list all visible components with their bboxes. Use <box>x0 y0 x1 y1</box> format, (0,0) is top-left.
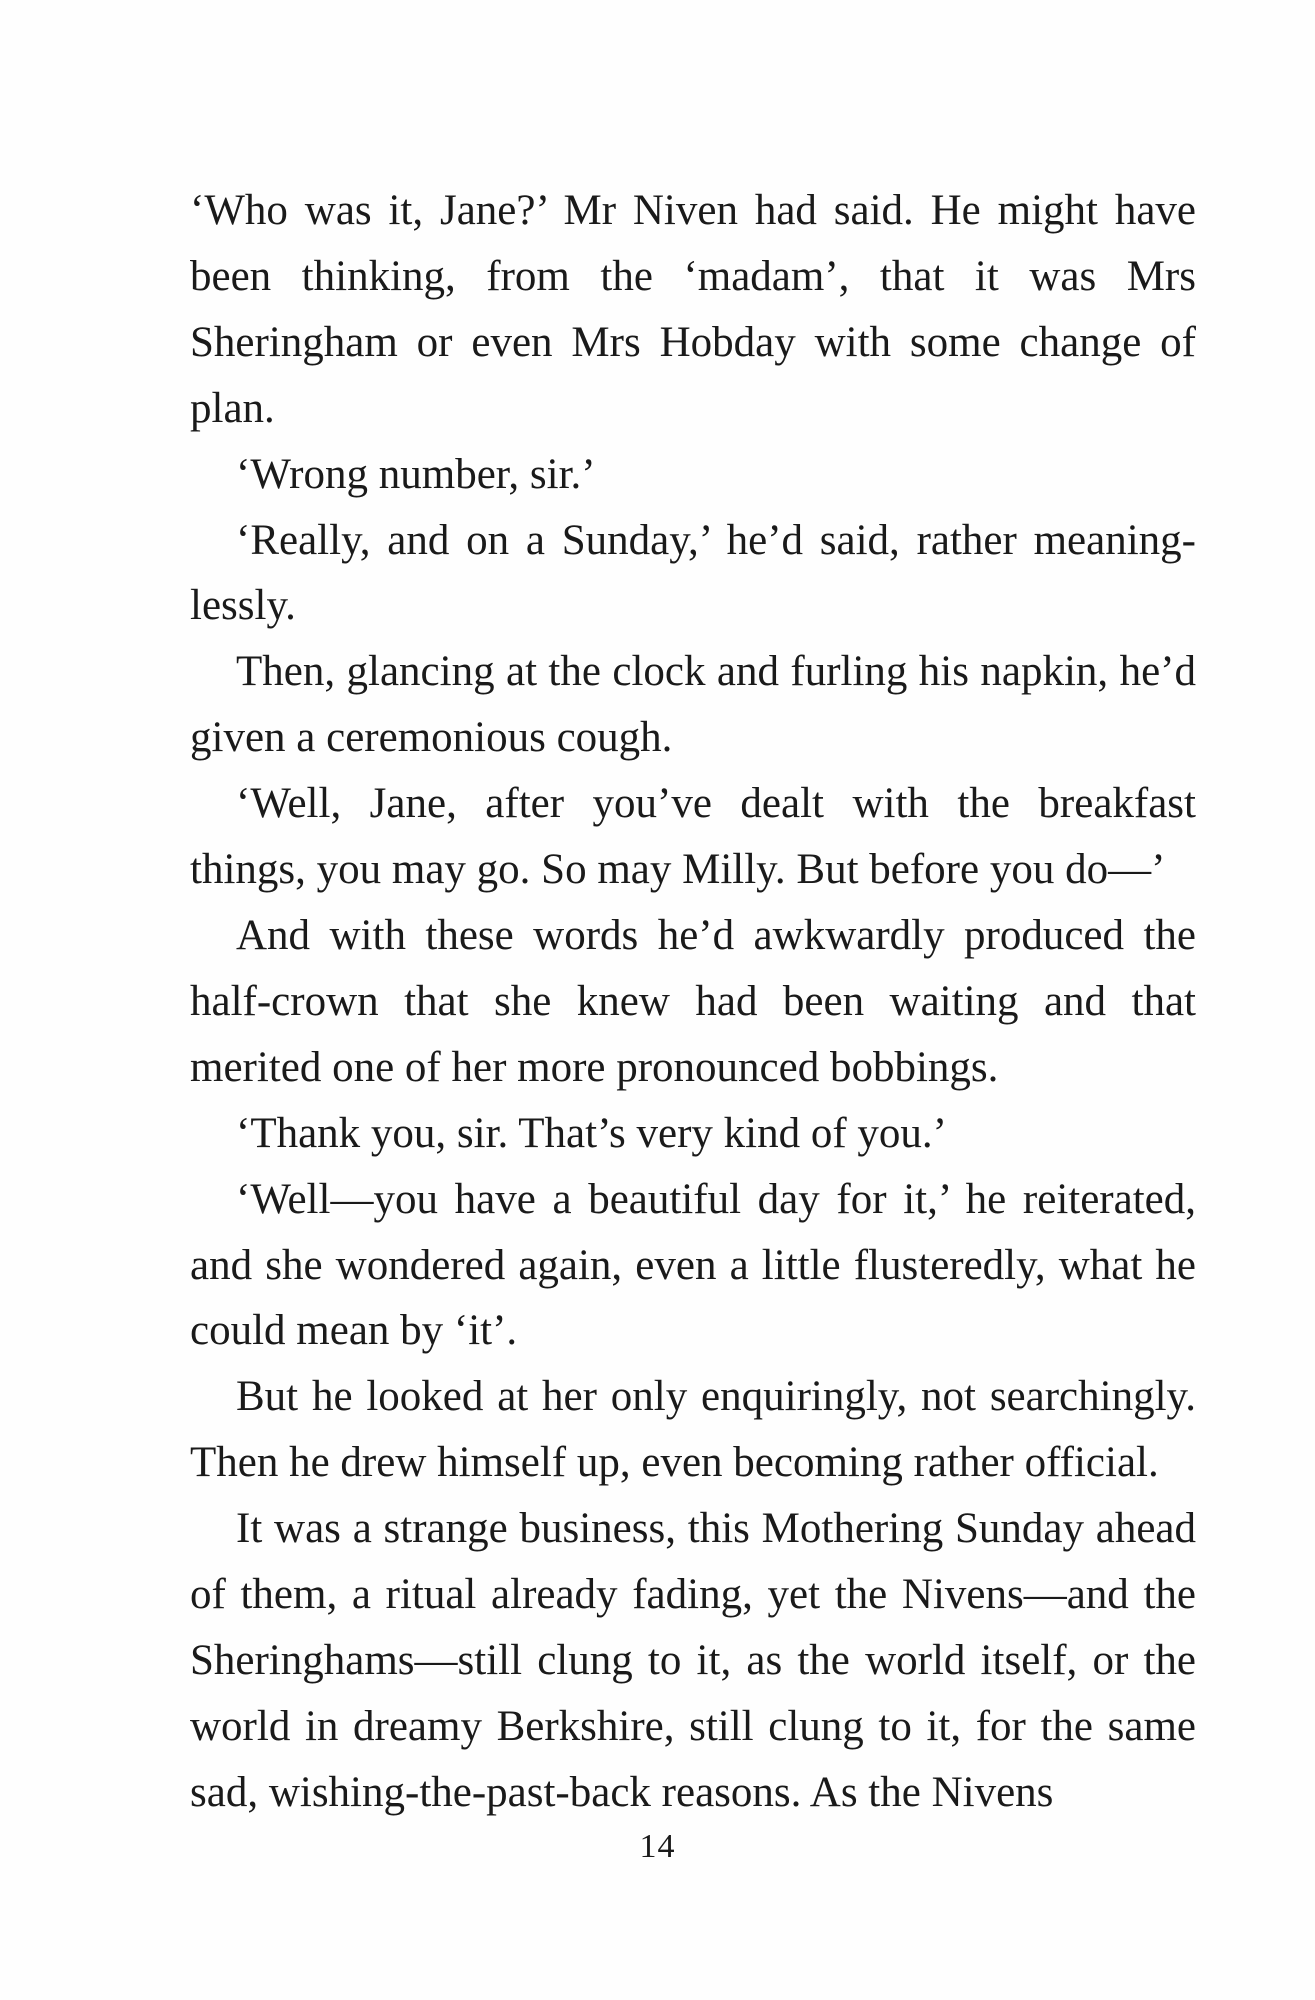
paragraph: ‘Who was it, Jane?’ Mr Niven had said. He might have been thinking, from the ‘madam’, that it was Mrs Sheringham or even Mrs Hobday with some change of plan. <box>190 187 1196 432</box>
paragraph: ‘Thank you, sir. That’s very kind of you.’ <box>236 1109 947 1157</box>
paragraph: And with these words he’d awkwardly produced the half-crown that she knew had been waiting and that merited one of her more pronounced bobbings. <box>190 911 1196 1091</box>
page-number: 14 <box>639 1828 676 1865</box>
paragraph: ‘Well—you have a beautiful day for it,’ he reiterated, and she wondered again, even a little flusteredly, what he could mean by ‘it’. <box>190 1175 1196 1355</box>
body-text <box>190 178 1196 1826</box>
paragraph: ‘Really, and on a Sunday,’ he’d said, rather meaninglessly. <box>190 516 1196 630</box>
paragraph: ‘Wrong number, sir.’ <box>236 450 596 498</box>
paragraph: It was a strange business, this Mothering Sunday ahead of them, a ritual already fading, yet the Nivens—and the Sheringhams—still clung to it, as the world itself, or the world in dreamy Berkshire, still clung to it, for the same sad, wishing-the-past-back reasons. As the Nivens <box>190 1505 1196 1816</box>
paragraph: But he looked at her only enquiringly, not searchingly. Then he drew himself up, even becoming rather official. <box>190 1373 1196 1487</box>
paragraph: ‘Well, Jane, after you’ve dealt with the breakfast things, you may go. So may Milly. But before you do—’ <box>190 780 1196 894</box>
paragraph: Then, glancing at the clock and furling his napkin, he’d given a ceremonious cough. <box>190 648 1196 762</box>
